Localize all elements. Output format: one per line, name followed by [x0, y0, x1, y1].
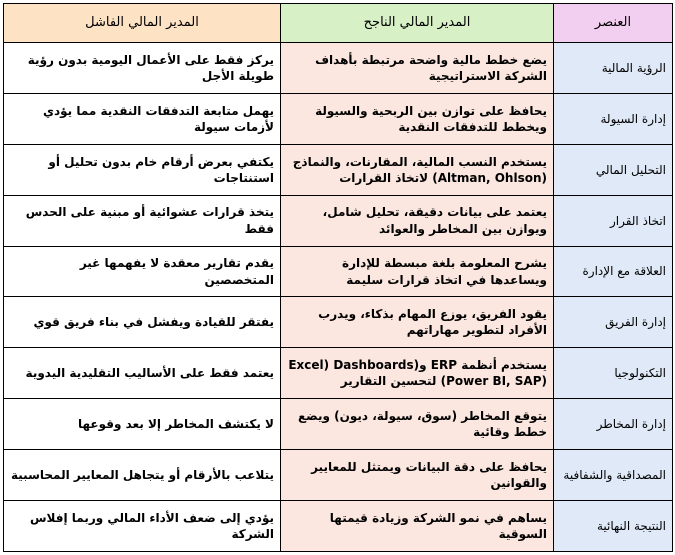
table-row: [4, 246, 673, 297]
table-row: [4, 450, 673, 501]
row-successful: يستخدم أنظمة ERP وExcel) Dashboards) (Power BI, SAP) لتحسين التقارير: [281, 348, 554, 399]
row-successful: يحافظ على توازن بين الربحية والسيولة ويخطط للتدفقات النقدية: [281, 93, 554, 144]
row-failing: يهمل متابعة التدفقات النقدية مما يؤدي لأزمات سيولة: [4, 93, 281, 144]
table-row: [4, 43, 673, 94]
row-element: التكنولوجيا: [554, 348, 673, 399]
row-successful: يعتمد على بيانات دقيقة، تحليل شامل، ويوازن بين المخاطر والعوائد: [281, 195, 554, 246]
row-element: المصداقية والشفافية: [554, 450, 673, 501]
row-failing: يقدم تقارير معقدة لا يفهمها غير المتخصصين: [4, 246, 281, 297]
row-successful: يشرح المعلومة بلغة مبسطة للإدارة ويساعدها في اتخاذ قرارات سليمة: [281, 246, 554, 297]
row-failing: يؤدي إلى ضعف الأداء المالي وربما إفلاس الشركة: [4, 501, 281, 552]
header-row: [4, 4, 673, 43]
table-row: [4, 348, 673, 399]
row-element: اتخاذ القرار: [554, 195, 673, 246]
table-row: [4, 501, 673, 552]
header-element: العنصر: [554, 4, 673, 43]
row-failing: يفتقر للقيادة ويفشل في بناء فريق قوي: [4, 297, 281, 348]
row-element: الرؤية المالية: [554, 43, 673, 94]
comparison-table: [3, 3, 673, 552]
row-failing: يركز فقط على الأعمال اليومية بدون رؤية طويلة الأجل: [4, 43, 281, 94]
row-element: التحليل المالي: [554, 144, 673, 195]
row-successful: يستخدم النسب المالية، المقارنات، والنماذج (Altman, Ohlson) لاتخاذ القرارات: [281, 144, 554, 195]
row-successful: يقود الفريق، يوزع المهام بذكاء، ويدرب الأفراد لتطوير مهاراتهم: [281, 297, 554, 348]
row-element: إدارة السيولة: [554, 93, 673, 144]
table-row: [4, 399, 673, 450]
row-failing: يكتفي بعرض أرقام خام بدون تحليل أو استنتاجات: [4, 144, 281, 195]
table-row: [4, 144, 673, 195]
row-element: إدارة المخاطر: [554, 399, 673, 450]
row-successful: يساهم في نمو الشركة وزيادة قيمتها السوقية: [281, 501, 554, 552]
header-successful-manager: المدير المالي الناجح: [281, 4, 554, 43]
row-failing: لا يكتشف المخاطر إلا بعد وقوعها: [4, 399, 281, 450]
table-row: [4, 195, 673, 246]
header-failing-manager: المدير المالي الفاشل: [4, 4, 281, 43]
row-element: النتيجة النهائية: [554, 501, 673, 552]
row-element: إدارة الفريق: [554, 297, 673, 348]
row-failing: يتخذ قرارات عشوائية أو مبنية على الحدس فقط: [4, 195, 281, 246]
table-row: [4, 297, 673, 348]
table-row: [4, 93, 673, 144]
row-element: العلاقة مع الإدارة: [554, 246, 673, 297]
row-successful: يحافظ على دقة البيانات ويمتثل للمعايير والقوانين: [281, 450, 554, 501]
row-failing: يتلاعب بالأرقام أو يتجاهل المعايير المحاسبية: [4, 450, 281, 501]
row-successful: يضع خطط مالية واضحة مرتبطة بأهداف الشركة الاستراتيجية: [281, 43, 554, 94]
row-failing: يعتمد فقط على الأساليب التقليدية اليدوية: [4, 348, 281, 399]
row-successful: يتوقع المخاطر (سوق، سيولة، ديون) ويضع خطط وقائية: [281, 399, 554, 450]
